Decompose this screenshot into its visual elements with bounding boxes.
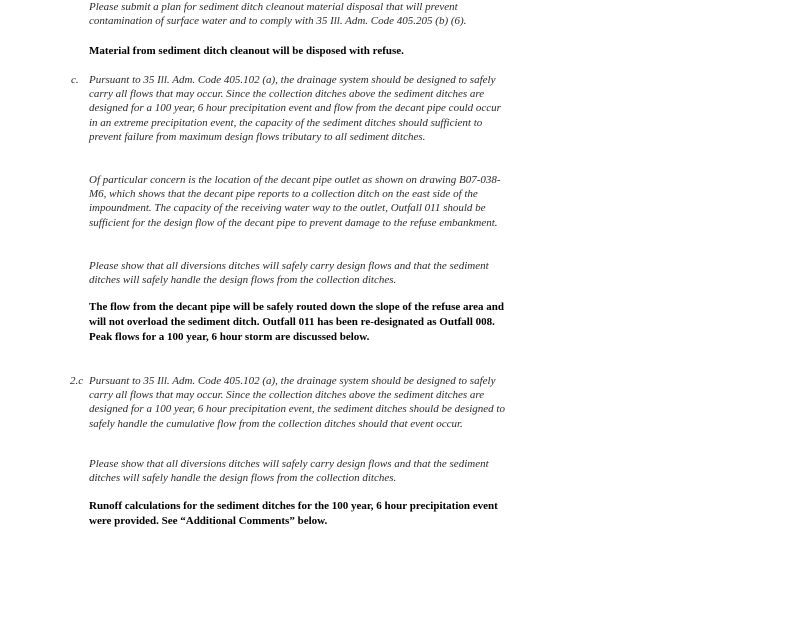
response-cleanout-disposal: Material from sediment ditch cleanout will be disposed with refuse. [89,45,404,57]
paragraph-cleanout-plan-request: Please submit a plan for sediment ditch cleanout material disposal that will prevent contamination of surface water and to comply with 35 Ill. Adm. Code 405.205 (b) (6). [89,1,467,28]
response-runoff-calculations: Runoff calculations for the sediment ditches for the 100 year, 6 hour precipitation event were provided. See “Additional Comments” below. [89,500,498,527]
item-marker-c: c. [71,74,79,86]
paragraph-drainage-requirement: Pursuant to 35 Ill. Adm. Code 405.102 (a), the drainage system should be designed to safely carry all flows that may occur. Since the collection ditches above the sediment ditches are designed for a 100 year, 6 hour precipitation event and flow from the decant pipe could occur in an extreme precipitation event, the capacity of the sediment ditches should sufficient to prevent failure from maximum design flows tributary to all sediment ditches. [89,74,501,143]
paragraph-drainage-requirement-2: Pursuant to 35 Ill. Adm. Code 405.102 (a), the drainage system should be designed to safely carry all flows that may occur. Since the collection ditches above the sediment ditches are designed for a 100 year, 6 hour precipitation event, the sediment ditches should be designed to safely handle the cumulative flow from the collection ditches should that event occur. [89,375,505,430]
response-decant-flow: The flow from the decant pipe will be safely routed down the slope of the refuse area and will not overload the sediment ditch. Outfall 011 has been re-designated as Outfall 008. Peak flows for a 100 year, 6 hour storm are discussed below. [89,301,505,343]
paragraph-show-diversions-2: Please show that all diversions ditches will safely carry design flows and that the sediment ditches will safely handle the design flows from the collection ditches. [89,458,489,485]
item-marker-2c: 2.c [70,375,84,387]
paragraph-decant-pipe-concern: Of particular concern is the location of the decant pipe outlet as shown on drawing B07-038-M6, which shows that the decant pipe reports to a collection ditch on the east side of the impoundment. The capacity of the receiving water way to the outlet, Outfall 011 should be sufficient for the design flow of the decant pipe to prevent damage to the refuse embankment. [89,174,501,229]
paragraph-show-diversions-1: Please show that all diversions ditches will safely carry design flows and that the sediment ditches will safely handle the design flows from the collection ditches. [89,260,489,287]
